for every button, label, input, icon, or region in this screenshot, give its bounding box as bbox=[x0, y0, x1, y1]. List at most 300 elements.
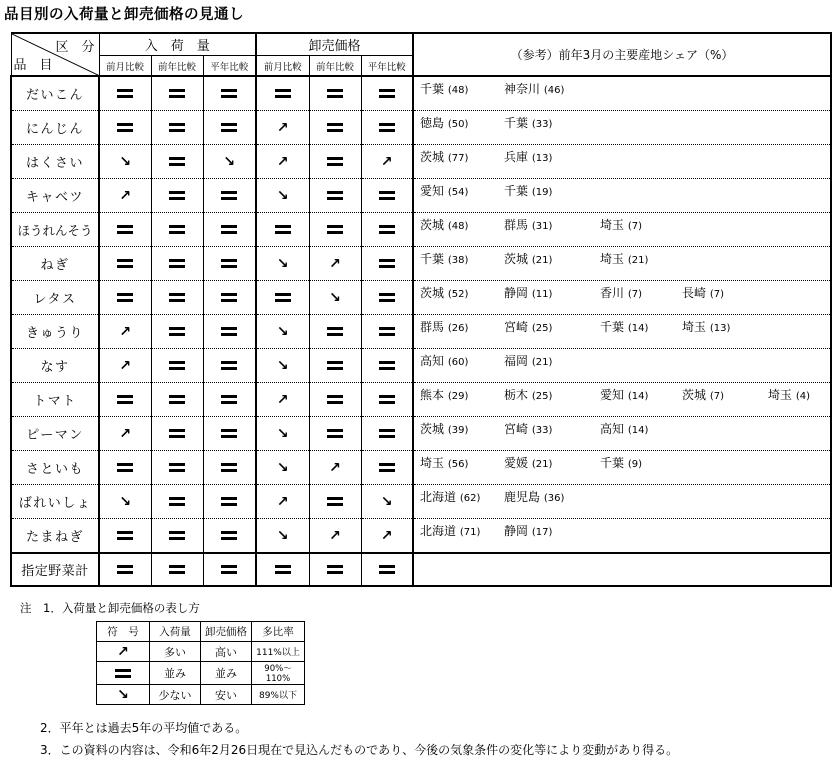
trend-cell bbox=[203, 76, 256, 111]
equal-icon bbox=[379, 565, 395, 574]
share-cell bbox=[413, 315, 831, 349]
equal-icon bbox=[379, 463, 395, 472]
trend-cell bbox=[99, 145, 151, 179]
equal-icon bbox=[379, 259, 395, 268]
total-sym bbox=[203, 553, 256, 586]
down-arrow-icon: ↘ bbox=[117, 686, 129, 703]
equal-icon bbox=[327, 157, 343, 166]
share-entry: 神奈川 (46) bbox=[504, 82, 565, 96]
share-cell bbox=[413, 213, 831, 247]
equal-icon bbox=[117, 565, 133, 574]
share-entry: 高知 (60) bbox=[420, 354, 469, 368]
legend-table bbox=[96, 621, 305, 705]
share-entry: 愛知 (54) bbox=[420, 184, 469, 198]
trend-cell bbox=[99, 247, 151, 281]
item-name: はくさい bbox=[11, 145, 99, 179]
equal-icon bbox=[221, 565, 237, 574]
item-name: ばれいしょ bbox=[11, 485, 99, 519]
up-arrow-icon: ↗ bbox=[276, 493, 289, 510]
equal-icon bbox=[379, 123, 395, 132]
up-arrow-icon: ↗ bbox=[329, 255, 341, 272]
share-cell bbox=[413, 451, 831, 485]
trend-cell bbox=[203, 349, 256, 383]
trend-cell bbox=[203, 485, 256, 519]
share-entry: 群馬 (31) bbox=[504, 218, 553, 232]
share-cell bbox=[413, 485, 831, 519]
trend-cell bbox=[151, 315, 203, 349]
equal-icon bbox=[221, 259, 237, 268]
down-arrow-icon: ↘ bbox=[276, 425, 289, 442]
trend-cell bbox=[99, 485, 151, 519]
equal-icon bbox=[169, 293, 185, 302]
legend-cell: 少ない bbox=[150, 685, 201, 705]
total-sym bbox=[309, 553, 361, 586]
equal-icon bbox=[221, 191, 237, 200]
equal-icon bbox=[169, 89, 185, 98]
trend-cell bbox=[361, 213, 413, 247]
share-entry: 茨城 (39) bbox=[420, 422, 469, 436]
outlook-table bbox=[10, 32, 832, 587]
trend-cell bbox=[99, 383, 151, 417]
trend-cell bbox=[151, 145, 203, 179]
equal-icon bbox=[275, 89, 291, 98]
trend-cell bbox=[99, 315, 151, 349]
trend-cell bbox=[309, 76, 361, 111]
legend-cell: 90%～110% bbox=[252, 662, 305, 685]
trend-cell bbox=[256, 417, 309, 451]
trend-cell bbox=[309, 519, 361, 554]
equal-icon bbox=[169, 565, 185, 574]
trend-cell bbox=[203, 213, 256, 247]
item-name: さといも bbox=[11, 451, 99, 485]
equal-icon bbox=[327, 429, 343, 438]
trend-cell bbox=[256, 179, 309, 213]
col-arrival-year: 前年比較 bbox=[151, 56, 203, 77]
item-name: たまねぎ bbox=[11, 519, 99, 554]
equal-icon bbox=[117, 293, 133, 302]
equal-icon bbox=[221, 463, 237, 472]
trend-cell bbox=[361, 281, 413, 315]
total-name: 指定野菜計 bbox=[11, 553, 99, 586]
share-entry: 徳島 (50) bbox=[420, 116, 469, 130]
trend-cell bbox=[203, 451, 256, 485]
equal-icon bbox=[327, 327, 343, 336]
share-entry: 埼玉 (56) bbox=[420, 456, 469, 470]
equal-icon bbox=[327, 191, 343, 200]
equal-icon bbox=[379, 225, 395, 234]
trend-cell bbox=[151, 247, 203, 281]
trend-cell bbox=[151, 417, 203, 451]
equal-icon bbox=[169, 497, 185, 506]
trend-cell bbox=[151, 281, 203, 315]
share-entry: 群馬 (26) bbox=[420, 320, 469, 334]
share-entry: 愛媛 (21) bbox=[504, 456, 553, 470]
share-entry: 香川 (7) bbox=[600, 286, 643, 300]
down-arrow-icon: ↘ bbox=[276, 527, 289, 544]
item-name: ほうれんそう bbox=[11, 213, 99, 247]
kubun-label: 区 分 bbox=[55, 40, 95, 55]
trend-cell bbox=[361, 247, 413, 281]
trend-cell bbox=[256, 213, 309, 247]
down-arrow-icon: ↘ bbox=[276, 459, 289, 476]
down-arrow-icon: ↘ bbox=[380, 493, 393, 510]
equal-icon bbox=[379, 293, 395, 302]
trend-cell bbox=[309, 145, 361, 179]
share-entry: 愛知 (14) bbox=[600, 388, 649, 402]
legend-cell: 111%以上 bbox=[252, 642, 305, 662]
share-cell bbox=[413, 145, 831, 179]
total-row bbox=[11, 553, 831, 586]
trend-cell bbox=[256, 383, 309, 417]
trend-cell bbox=[203, 315, 256, 349]
equal-icon bbox=[275, 225, 291, 234]
trend-cell bbox=[203, 247, 256, 281]
down-arrow-icon: ↘ bbox=[276, 187, 289, 204]
share-entry: 茨城 (48) bbox=[420, 218, 469, 232]
hinmoku-label: 品 目 bbox=[13, 58, 53, 73]
trend-cell bbox=[203, 145, 256, 179]
item-name: レタス bbox=[11, 281, 99, 315]
equal-icon bbox=[327, 565, 343, 574]
equal-icon bbox=[117, 395, 133, 404]
trend-cell bbox=[151, 349, 203, 383]
equal-icon bbox=[379, 395, 395, 404]
equal-icon bbox=[275, 293, 291, 302]
equal-icon bbox=[169, 429, 185, 438]
trend-cell bbox=[256, 76, 309, 111]
table-row bbox=[11, 76, 831, 111]
legend-head: 符 号 bbox=[97, 622, 150, 642]
up-arrow-icon: ↗ bbox=[329, 459, 341, 476]
equal-icon bbox=[327, 225, 343, 234]
equal-icon bbox=[327, 497, 343, 506]
up-arrow-icon: ↗ bbox=[117, 643, 129, 660]
up-arrow-icon: ↗ bbox=[119, 187, 132, 204]
note-1: 注 1．入荷量と卸売価格の表し方 bbox=[20, 601, 200, 615]
up-arrow-icon: ↗ bbox=[119, 323, 132, 340]
equal-icon bbox=[327, 123, 343, 132]
equal-icon bbox=[117, 531, 133, 540]
share-entry: 千葉 (33) bbox=[504, 116, 553, 130]
table-row bbox=[11, 213, 831, 247]
up-arrow-icon: ↗ bbox=[119, 425, 132, 442]
share-cell bbox=[413, 519, 831, 554]
trend-cell bbox=[361, 179, 413, 213]
up-arrow-icon: ↗ bbox=[276, 391, 289, 408]
equal-icon bbox=[275, 565, 291, 574]
equal-icon bbox=[117, 123, 133, 132]
table-row bbox=[11, 417, 831, 451]
equal-icon bbox=[379, 191, 395, 200]
trend-cell bbox=[151, 213, 203, 247]
legend-symbol bbox=[97, 642, 150, 662]
share-entry: 茨城 (7) bbox=[682, 388, 725, 402]
share-entry: 茨城 (21) bbox=[504, 252, 553, 266]
equal-icon bbox=[221, 395, 237, 404]
share-header: （参考）前年3月の主要産地シェア（%） bbox=[413, 33, 831, 76]
equal-icon bbox=[221, 293, 237, 302]
equal-icon bbox=[169, 327, 185, 336]
trend-cell bbox=[309, 315, 361, 349]
share-entry: 千葉 (48) bbox=[420, 82, 469, 96]
item-name: ねぎ bbox=[11, 247, 99, 281]
equal-icon bbox=[115, 669, 131, 678]
legend-cell: 89%以下 bbox=[252, 685, 305, 705]
trend-cell bbox=[203, 383, 256, 417]
note-2: 2．平年とは過去5年の平均値である。 bbox=[40, 721, 248, 735]
table-row bbox=[11, 383, 831, 417]
down-arrow-icon: ↘ bbox=[119, 493, 132, 510]
share-entry: 埼玉 (13) bbox=[682, 320, 731, 334]
share-entry: 茨城 (77) bbox=[420, 150, 469, 164]
share-entry: 北海道 (71) bbox=[420, 524, 481, 538]
trend-cell bbox=[151, 179, 203, 213]
up-arrow-icon: ↗ bbox=[276, 153, 289, 170]
item-name: にんじん bbox=[11, 111, 99, 145]
trend-cell bbox=[99, 111, 151, 145]
trend-cell bbox=[256, 247, 309, 281]
item-name: きゅうり bbox=[11, 315, 99, 349]
legend-symbol bbox=[97, 685, 150, 705]
equal-icon bbox=[327, 89, 343, 98]
corner-header bbox=[11, 33, 99, 76]
trend-cell bbox=[309, 179, 361, 213]
item-name: トマト bbox=[11, 383, 99, 417]
col-arrival-normal: 平年比較 bbox=[203, 56, 256, 77]
up-arrow-icon: ↗ bbox=[276, 119, 289, 136]
down-arrow-icon: ↘ bbox=[329, 289, 341, 306]
equal-icon bbox=[169, 361, 185, 370]
table-row bbox=[11, 349, 831, 383]
trend-cell bbox=[309, 247, 361, 281]
down-arrow-icon: ↘ bbox=[276, 255, 289, 272]
trend-cell bbox=[151, 485, 203, 519]
equal-icon bbox=[221, 225, 237, 234]
col-price-year: 前年比較 bbox=[309, 56, 361, 77]
legend-head: 入荷量 bbox=[150, 622, 201, 642]
share-cell bbox=[413, 111, 831, 145]
equal-icon bbox=[169, 463, 185, 472]
down-arrow-icon: ↘ bbox=[223, 153, 236, 170]
table-row bbox=[11, 179, 831, 213]
trend-cell bbox=[361, 485, 413, 519]
trend-cell bbox=[256, 485, 309, 519]
trend-cell bbox=[256, 281, 309, 315]
trend-cell bbox=[361, 145, 413, 179]
down-arrow-icon: ↘ bbox=[119, 153, 132, 170]
legend-cell: 並み bbox=[150, 662, 201, 685]
equal-icon bbox=[221, 361, 237, 370]
up-arrow-icon: ↗ bbox=[119, 357, 132, 374]
share-entry: 埼玉 (21) bbox=[600, 252, 649, 266]
legend-head: 多比率 bbox=[252, 622, 305, 642]
up-arrow-icon: ↗ bbox=[329, 527, 341, 544]
trend-cell bbox=[309, 417, 361, 451]
trend-cell bbox=[256, 111, 309, 145]
table-row bbox=[11, 485, 831, 519]
total-sym bbox=[151, 553, 203, 586]
trend-cell bbox=[361, 349, 413, 383]
item-name: なす bbox=[11, 349, 99, 383]
trend-cell bbox=[99, 76, 151, 111]
share-entry: 千葉 (9) bbox=[600, 456, 643, 470]
up-arrow-icon: ↗ bbox=[380, 527, 393, 544]
trend-cell bbox=[361, 519, 413, 554]
share-entry: 千葉 (38) bbox=[420, 252, 469, 266]
share-entry: 長崎 (7) bbox=[682, 286, 725, 300]
share-cell bbox=[413, 179, 831, 213]
total-sym bbox=[256, 553, 309, 586]
arrival-header: 入 荷 量 bbox=[99, 33, 256, 56]
equal-icon bbox=[221, 123, 237, 132]
trend-cell bbox=[361, 76, 413, 111]
equal-icon bbox=[221, 531, 237, 540]
equal-icon bbox=[169, 395, 185, 404]
share-entry: 北海道 (62) bbox=[420, 490, 481, 504]
share-entry: 高知 (14) bbox=[600, 422, 649, 436]
table-row bbox=[11, 145, 831, 179]
share-cell bbox=[413, 247, 831, 281]
share-cell bbox=[413, 281, 831, 315]
col-price-normal: 平年比較 bbox=[361, 56, 413, 77]
total-sym bbox=[361, 553, 413, 586]
trend-cell bbox=[309, 383, 361, 417]
trend-cell bbox=[203, 179, 256, 213]
equal-icon bbox=[379, 89, 395, 98]
trend-cell bbox=[99, 417, 151, 451]
trend-cell bbox=[256, 451, 309, 485]
trend-cell bbox=[151, 383, 203, 417]
share-cell bbox=[413, 76, 831, 111]
share-cell bbox=[413, 349, 831, 383]
share-entry: 茨城 (52) bbox=[420, 286, 469, 300]
trend-cell bbox=[151, 451, 203, 485]
table-row bbox=[11, 247, 831, 281]
equal-icon bbox=[327, 361, 343, 370]
trend-cell bbox=[309, 349, 361, 383]
trend-cell bbox=[203, 111, 256, 145]
price-header: 卸売価格 bbox=[256, 33, 413, 56]
table-row bbox=[11, 315, 831, 349]
trend-cell bbox=[151, 76, 203, 111]
equal-icon bbox=[327, 395, 343, 404]
legend-cell: 安い bbox=[201, 685, 252, 705]
trend-cell bbox=[256, 519, 309, 554]
share-entry: 熊本 (29) bbox=[420, 388, 469, 402]
table-row bbox=[11, 451, 831, 485]
equal-icon bbox=[379, 361, 395, 370]
equal-icon bbox=[169, 191, 185, 200]
share-entry: 千葉 (14) bbox=[600, 320, 649, 334]
legend-cell: 高い bbox=[201, 642, 252, 662]
equal-icon bbox=[117, 463, 133, 472]
trend-cell bbox=[309, 281, 361, 315]
trend-cell bbox=[256, 315, 309, 349]
legend-symbol bbox=[97, 662, 150, 685]
trend-cell bbox=[309, 451, 361, 485]
table-row bbox=[11, 111, 831, 145]
trend-cell bbox=[309, 485, 361, 519]
trend-cell bbox=[151, 111, 203, 145]
trend-cell bbox=[361, 451, 413, 485]
equal-icon bbox=[169, 123, 185, 132]
share-cell bbox=[413, 383, 831, 417]
share-entry: 埼玉 (4) bbox=[768, 388, 811, 402]
trend-cell bbox=[99, 519, 151, 554]
down-arrow-icon: ↘ bbox=[276, 357, 289, 374]
share-entry: 千葉 (19) bbox=[504, 184, 553, 198]
legend-head: 卸売価格 bbox=[201, 622, 252, 642]
trend-cell bbox=[99, 179, 151, 213]
trend-cell bbox=[99, 451, 151, 485]
total-sym bbox=[99, 553, 151, 586]
trend-cell bbox=[361, 315, 413, 349]
note-3: 3．この資料の内容は、令和6年2月26日現在で見込んだものであり、今後の気象条件の変化等により変動があり得る。 bbox=[40, 743, 679, 757]
total-share-empty bbox=[413, 553, 831, 586]
trend-cell bbox=[361, 111, 413, 145]
trend-cell bbox=[203, 519, 256, 554]
trend-cell bbox=[203, 417, 256, 451]
equal-icon bbox=[169, 157, 185, 166]
trend-cell bbox=[256, 349, 309, 383]
trend-cell bbox=[256, 145, 309, 179]
share-entry: 静岡 (17) bbox=[504, 524, 553, 538]
trend-cell bbox=[309, 111, 361, 145]
share-entry: 宮崎 (25) bbox=[504, 320, 553, 334]
share-entry: 兵庫 (13) bbox=[504, 150, 553, 164]
table-row bbox=[11, 519, 831, 554]
trend-cell bbox=[203, 281, 256, 315]
equal-icon bbox=[221, 497, 237, 506]
equal-icon bbox=[221, 429, 237, 438]
share-entry: 福岡 (21) bbox=[504, 354, 553, 368]
equal-icon bbox=[379, 429, 395, 438]
share-entry: 埼玉 (7) bbox=[600, 218, 643, 232]
equal-icon bbox=[117, 259, 133, 268]
equal-icon bbox=[221, 327, 237, 336]
share-cell bbox=[413, 417, 831, 451]
equal-icon bbox=[169, 259, 185, 268]
up-arrow-icon: ↗ bbox=[380, 153, 393, 170]
equal-icon bbox=[117, 225, 133, 234]
trend-cell bbox=[361, 383, 413, 417]
item-name: キャベツ bbox=[11, 179, 99, 213]
legend-cell: 多い bbox=[150, 642, 201, 662]
col-price-month: 前月比較 bbox=[256, 56, 309, 77]
trend-cell bbox=[99, 349, 151, 383]
share-entry: 鹿児島 (36) bbox=[504, 490, 565, 504]
share-entry: 静岡 (11) bbox=[504, 286, 553, 300]
equal-icon bbox=[169, 531, 185, 540]
table-row bbox=[11, 281, 831, 315]
page-title: 品目別の入荷量と卸売価格の見通し bbox=[4, 7, 244, 23]
trend-cell bbox=[309, 213, 361, 247]
item-name: だいこん bbox=[11, 76, 99, 111]
equal-icon bbox=[221, 89, 237, 98]
down-arrow-icon: ↘ bbox=[276, 323, 289, 340]
trend-cell bbox=[99, 281, 151, 315]
legend-cell: 並み bbox=[201, 662, 252, 685]
share-entry: 宮崎 (33) bbox=[504, 422, 553, 436]
share-entry: 栃木 (25) bbox=[504, 388, 553, 402]
equal-icon bbox=[169, 225, 185, 234]
trend-cell bbox=[151, 519, 203, 554]
trend-cell bbox=[99, 213, 151, 247]
trend-cell bbox=[361, 417, 413, 451]
item-name: ピーマン bbox=[11, 417, 99, 451]
equal-icon bbox=[117, 89, 133, 98]
col-arrival-month: 前月比較 bbox=[99, 56, 151, 77]
